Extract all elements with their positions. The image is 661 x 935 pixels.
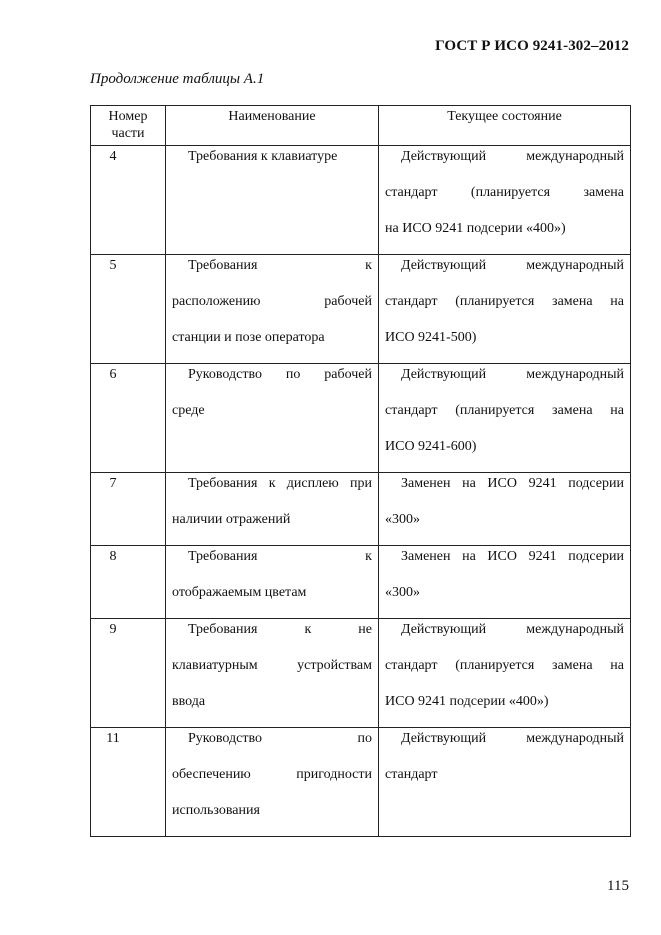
status-cell-line: ИСО 9241 подсерии «400») [385,694,549,709]
part-number-cell: 6 [91,364,166,473]
page-number: 115 [607,878,629,894]
status-cell-line: стандарт (планируется замена [385,185,624,200]
name-cell-line: Требования к не [188,622,372,637]
status-cell-line: стандарт [385,767,438,782]
table-row [91,728,631,837]
status-cell [379,546,631,619]
part-number-cell: 4 [91,146,166,255]
name-cell-line: использования [172,803,260,818]
status-cell-line: Заменен на ИСО 9241 подсерии [401,476,624,491]
part-number-cell: 11 [91,728,166,837]
column-header-part-number: Номер части [91,106,166,146]
name-cell [166,146,379,255]
name-cell-line: Требования к дисплею при [188,476,372,491]
part-number-cell: 9 [91,619,166,728]
name-cell-line: клавиатурным устройствам [172,658,372,673]
table-row [91,364,631,473]
name-cell [166,546,379,619]
table-row [91,546,631,619]
name-cell-line: отображаемым цветам [172,585,307,600]
part-number-cell: 8 [91,546,166,619]
name-cell-line: Требования к [188,549,372,564]
part-number-cell: 7 [91,473,166,546]
status-cell-line: Действующий международный [401,622,624,637]
status-cell-line: «300» [385,585,420,600]
status-cell-line: Действующий международный [401,367,624,382]
status-cell-line: на ИСО 9241 подсерии «400») [385,221,566,236]
name-cell-line: Требования к [188,258,372,273]
table-caption: Продолжение таблицы А.1 [90,71,265,87]
name-cell [166,364,379,473]
status-cell-line: ИСО 9241-600) [385,439,477,454]
status-cell [379,473,631,546]
status-cell [379,619,631,728]
name-cell-line: обеспечению пригодности [172,767,372,782]
table-row [91,473,631,546]
status-cell [379,364,631,473]
column-header-status: Текущее состояние [379,106,631,146]
name-cell [166,728,379,837]
status-cell [379,728,631,837]
status-cell-line: Действующий международный [401,258,624,273]
name-cell [166,255,379,364]
status-cell-line: стандарт (планируется замена на [385,403,624,418]
status-cell-line: Действующий международный [401,149,624,164]
name-cell-line: Требования к клавиатуре [188,149,338,164]
status-cell [379,146,631,255]
name-cell-line: ввода [172,694,206,709]
table-row [91,619,631,728]
table-row [91,255,631,364]
name-cell-line: среде [172,403,205,418]
name-cell-line: Руководство по рабочей [188,367,372,382]
name-cell-line: Руководство по [188,731,372,746]
name-cell-line: наличии отражений [172,512,291,527]
name-cell [166,473,379,546]
status-cell [379,255,631,364]
status-cell-line: ИСО 9241-500) [385,330,477,345]
status-cell-line: «300» [385,512,420,527]
name-cell [166,619,379,728]
status-cell-line: Действующий международный [401,731,624,746]
document-standard-header: ГОСТ Р ИСО 9241-302–2012 [435,38,629,54]
table-row [91,146,631,255]
status-cell-line: Заменен на ИСО 9241 подсерии [401,549,624,564]
name-cell-line: расположению рабочей [172,294,372,309]
standards-table [90,105,631,837]
part-number-cell: 5 [91,255,166,364]
name-cell-line: станции и позе оператора [172,330,325,345]
status-cell-line: стандарт (планируется замена на [385,658,624,673]
column-header-name: Наименование [166,106,379,146]
table-header-row [91,106,631,146]
status-cell-line: стандарт (планируется замена на [385,294,624,309]
